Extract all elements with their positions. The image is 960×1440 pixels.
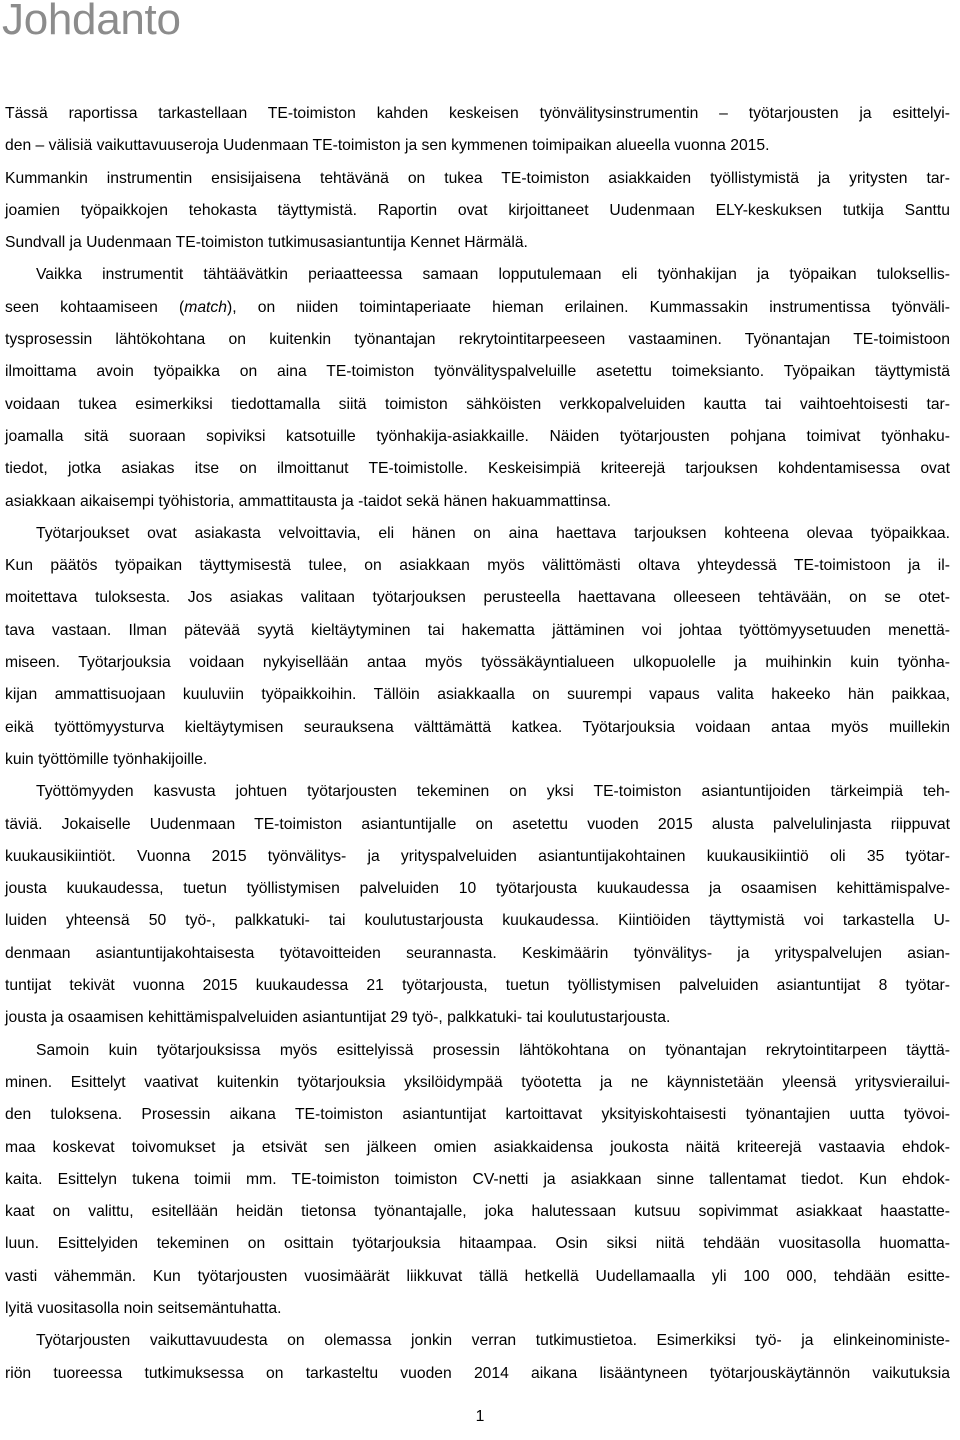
line-text: den – välisiä vaikuttavuuseroja Uudenmaan TE-toimiston ja sen kymmenen toimipaikan alueella vuonna 2015.	[5, 137, 770, 155]
paragraph	[5, 98, 950, 259]
line-text: Työtarjousten vaikuttavuudesta on olemassa jonkin verran tutkimustietoa. Esimerkiksi työ- ja elinkeinoministe-	[36, 1332, 950, 1350]
paragraph	[5, 776, 950, 1034]
line-text: Samoin kuin työtarjouksissa myös esittelyissä prosessin lähtökohtana on työnantajan rekrytointitarpeen täyttä-	[36, 1041, 950, 1059]
text-line	[5, 163, 950, 195]
paragraph	[5, 518, 950, 776]
text-line	[5, 356, 950, 388]
italic-term: match	[184, 298, 227, 316]
text-line	[5, 550, 950, 582]
text-line	[5, 486, 950, 518]
line-text: miseen. Työtarjouksia voidaan nykyisellään antaa myös työssäkäyntialueen ulkopuolelle ja muihinkin kuin työnha-	[5, 654, 950, 672]
line-text: Kummankin instrumentin ensisijaisena tehtävänä on tukea TE-toimiston asiakkaiden työllistymistä ja yritysten tar-	[5, 169, 950, 187]
text-line	[5, 195, 950, 227]
text-line	[5, 1196, 950, 1228]
text-line	[5, 873, 950, 905]
text-line	[5, 1358, 950, 1390]
line-text: denmaan asiantuntijakohtaisesta työtavoitteiden seurannasta. Keskimäärin työnvälitys- ja yrityspalvelujen asian-	[5, 944, 950, 962]
line-text: seen kohtaamiseen (	[5, 298, 185, 316]
line-text: eikä työttömyysturva kieltäytymisen seurauksena välttämättä katkea. Työtarjouksia voidaan antaa myös muillekin	[5, 718, 950, 736]
line-text: kijan ammattisuojaan kuuluviin työpaikkoihin. Tällöin asiakkaalla on suurempi vapaus valita hakeeko hän paikkaa,	[5, 686, 950, 704]
text-line	[5, 841, 950, 873]
line-text: täviä. Jokaiselle Uudenmaan TE-toimiston asiantuntijalle on asetettu vuoden 2015 alusta palvelulinjasta riippuvat	[5, 815, 950, 833]
text-line	[5, 776, 950, 808]
line-text: joamalla sitä suoraan sopiviksi katsotuille työnhakija-asiakkaille. Näiden työtarjousten pohjana toimivat työnhaku-	[5, 427, 950, 445]
paragraph	[5, 1035, 950, 1326]
line-text: Tässä raportissa tarkastellaan TE-toimiston kahden keskeisen työnvälitysinstrumentin – työtarjousten ja esittelyi-	[5, 105, 950, 122]
text-line	[5, 647, 950, 679]
text-line	[5, 453, 950, 485]
text-line	[5, 744, 950, 776]
line-text: asiakkaan aikaisempi työhistoria, ammattitausta ja -taidot sekä hänen hakuammattinsa.	[5, 492, 612, 510]
line-text: ilmoittama avoin työpaikka on aina TE-toimiston työnvälityspalveluille asetettu toimeksianto. Työpaikan täyttymistä	[5, 363, 950, 381]
line-text: joamien työpaikkojen tehokasta täyttymistä. Raportin ovat kirjoittaneet Uudenmaan ELY-keskuksen tutkija Santtu	[5, 201, 950, 219]
text-line	[5, 1002, 950, 1034]
paragraph	[5, 1325, 950, 1390]
line-text: tysprosessin lähtökohtana on kuitenkin työnantajan rekrytointitarpeeseen vastaaminen. Työnantajan TE-toimistoon	[5, 331, 950, 349]
line-text: riön tuoreessa tutkimuksessa on tarkasteltu vuoden 2014 aikana lisääntyneen työtarjouskäytännön vaikutuksia	[5, 1364, 950, 1382]
text-line	[5, 1035, 950, 1067]
text-line	[5, 1228, 950, 1260]
text-line	[5, 292, 950, 324]
line-text: luun. Esittelyiden tekeminen on osittain työtarjouksia hitaampaa. Osin siksi niitä tehdään vuositasolla huomatta-	[5, 1235, 950, 1253]
text-line	[5, 1132, 950, 1164]
text-line	[5, 1261, 950, 1293]
text-line	[5, 1067, 950, 1099]
line-text: Työtarjoukset ovat asiakasta velvoittavia, eli hänen on aina haettava tarjouksen kohteena olevaa työpaikkaa.	[36, 524, 950, 542]
text-line	[5, 389, 950, 421]
text-line	[5, 679, 950, 711]
line-text: den tuloksena. Prosessin aikana TE-toimiston asiantuntijat kartoittavat yksityiskohtaisesti työnantajien uutta työvoi-	[5, 1106, 950, 1124]
line-text: kuukausikiintiöt. Vuonna 2015 työnvälitys- ja yrityspalveluiden asiantuntijakohtainen kuukausikiintiö oli 35 työtar-	[5, 847, 950, 865]
line-text: moitettava tuloksesta. Jos asiakas valitaan työtarjouksen perusteella haettavana olleeseen tehtävään, on se otet-	[5, 589, 950, 607]
text-line	[5, 970, 950, 1002]
paragraph	[5, 259, 950, 517]
text-line	[5, 615, 950, 647]
line-text: tiedot, jotka asiakas itse on ilmoittanut TE-toimistolle. Keskeisimpiä kriteerejä tarjouksen kohdentamisessa ovat	[5, 460, 950, 478]
text-line	[5, 1325, 950, 1357]
line-text-continued: ), on niiden toimintaperiaate hieman erilainen. Kummassakin instrumentissa työnväli-	[226, 298, 950, 316]
text-line	[5, 938, 950, 970]
page-title: Johdanto	[2, 0, 181, 44]
text-line	[5, 1164, 950, 1196]
page-number: 1	[475, 1408, 485, 1425]
line-text: maa koskevat toivomukset ja etsivät sen jälkeen omien asiakkaidensa joukosta näitä kriteerejä vastaavia ehdok-	[5, 1138, 950, 1156]
line-text: Työttömyyden kasvusta johtuen työtarjousten tekeminen on yksi TE-toimiston asiantuntijoiden tärkeimpiä teh-	[36, 783, 950, 801]
line-text: tava vastaan. Ilman pätevää syytä kieltäytyminen tai hakematta jättäminen voi johtaa työttömyysetuuden menettä-	[5, 621, 950, 639]
line-text: jousta kuukaudessa, tuetun työllistymisen palveluiden 10 työtarjousta kuukaudessa ja osaamisen kehittämispalve-	[5, 880, 950, 898]
text-line	[5, 324, 950, 356]
text-line	[5, 98, 950, 130]
text-line	[5, 809, 950, 841]
line-text: luiden yhteensä 50 työ-, palkkatuki- tai koulutustarjousta kuukaudessa. Kiintiöiden täyttymistä voi tarkastella U-	[5, 912, 950, 930]
text-line	[5, 905, 950, 937]
line-text: tuntijat tekivät vuonna 2015 kuukaudessa 21 työtarjousta, tuetun työllistymisen palveluiden asiantuntijat 8 työtar-	[5, 977, 950, 995]
line-text: Sundvall ja Uudenmaan TE-toimiston tutkimusasiantuntija Kennet Härmälä.	[5, 234, 528, 252]
line-text: kaita. Esittelyn tukena toimii mm. TE-toimiston toimiston CV-netti ja asiakkaan sinne tallentamat tiedot. Kun ehdok-	[5, 1170, 950, 1188]
line-text: Kun päätös työpaikan täyttymisestä tulee, on asiakkaan myös välittömästi oltava yhteydessä TE-toimistoon ja il-	[5, 557, 950, 575]
line-text: jousta ja osaamisen kehittämispalveluiden asiantuntijat 29 työ-, palkkatuki- tai koulutustarjousta.	[5, 1009, 671, 1027]
text-line	[5, 582, 950, 614]
line-text: kuin työttömille työnhakijoille.	[5, 750, 208, 768]
text-line	[5, 421, 950, 453]
line-text: kaat on valittu, esitellään heidän tietonsa työnantajalle, joka halutessaan kutsuu sopivimmat asiakkaat haastatte-	[5, 1203, 950, 1221]
text-line	[5, 712, 950, 744]
line-text: minen. Esittelyt vaativat kuitenkin työtarjouksia yksilöidympää työotetta ja ne käynnistetään yleensä yritysvierailui-	[5, 1073, 950, 1091]
text-line	[5, 227, 950, 259]
text-line	[5, 130, 950, 162]
text-line	[5, 1293, 950, 1325]
line-text: Vaikka instrumentit tähtäävätkin periaatteessa samaan lopputulemaan eli työnhakijan ja työpaikan tuloksellis-	[36, 266, 950, 284]
text-line	[5, 259, 950, 291]
text-line	[5, 1099, 950, 1131]
text-line	[5, 518, 950, 550]
line-text: lyitä vuositasolla noin seitsemäntuhatta.	[5, 1299, 282, 1317]
line-text: vasti vähemmän. Kun työtarjousten vuosimäärät liikkuvat tällä hetkellä Uudellamaalla yli 100 000, tehdään esitte-	[5, 1267, 950, 1285]
document-body	[5, 98, 950, 1390]
line-text: voidaan tukea esimerkiksi tiedottamalla siitä toimiston sähköisten verkkopalveluiden kautta tai vaihtoehtoisesti tar-	[5, 395, 950, 413]
